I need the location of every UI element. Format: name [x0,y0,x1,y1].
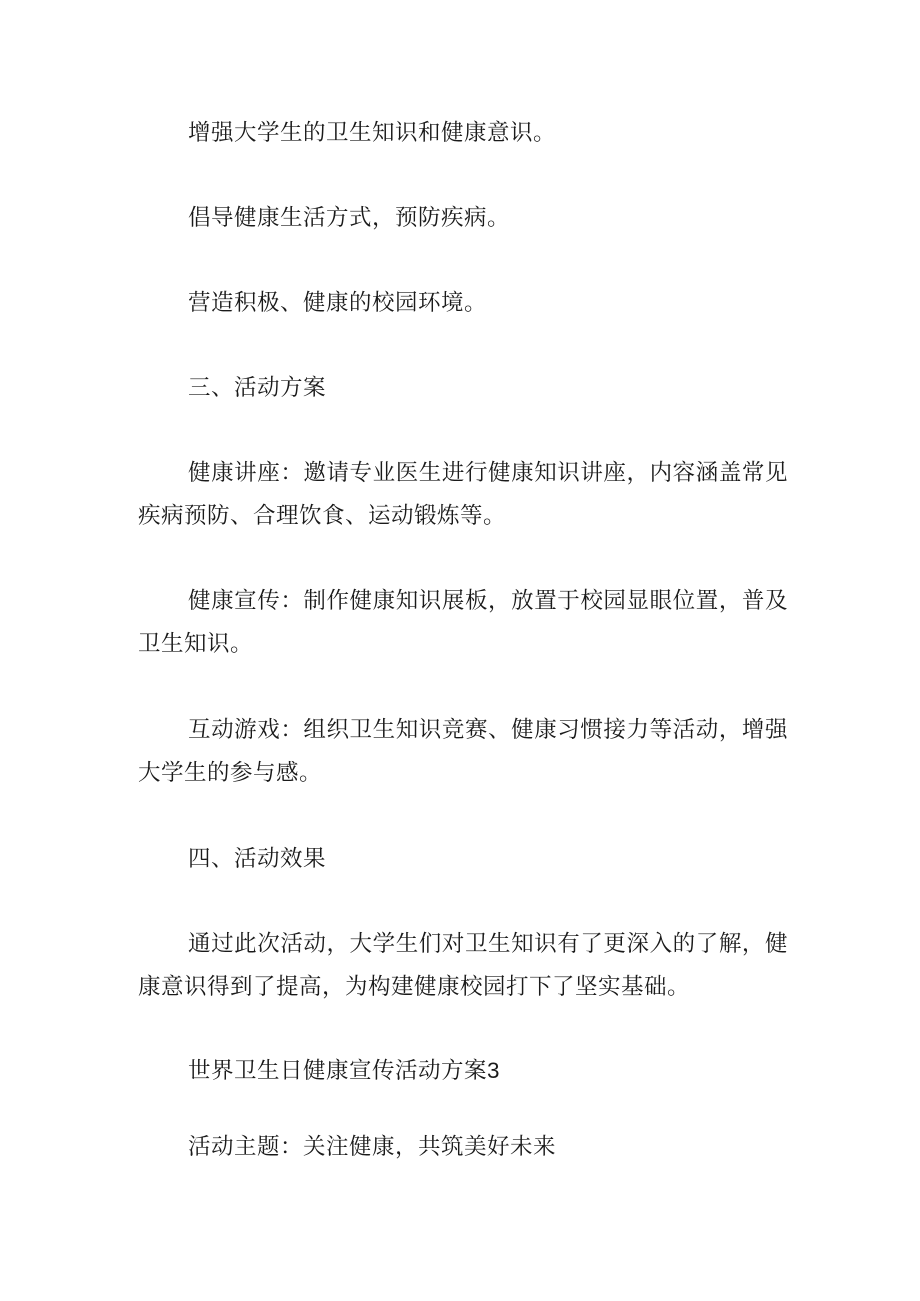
section-heading-plan: 三、活动方案 [188,375,327,401]
paragraph-goal-1: 增强大学生的卫生知识和健康意识。 [188,120,557,146]
section-title-plan-3 [188,1049,500,1093]
paragraph-publicity: 健康宣传：制作健康知识展板，放置于校园显眼位置，普及卫生知识。 [138,588,788,657]
paragraph-goal-3: 营造积极、健康的校园环境。 [188,290,488,316]
paragraph-goal-2: 倡导健康生活方式，预防疾病。 [188,205,511,231]
paragraph-games: 互动游戏：组织卫生知识竞赛、健康习惯接力等活动，增强大学生的参与感。 [138,717,788,786]
section-title-text: 世界卫生日健康宣传活动方案 [188,1058,488,1084]
paragraph-lecture: 健康讲座：邀请专业医生进行健康知识讲座，内容涵盖常见疾病预防、合理饮食、运动锻炼等。 [138,460,788,529]
section-number: 3 [487,1058,501,1083]
section-heading-effect: 四、活动效果 [188,846,327,872]
paragraph-theme: 活动主题：关注健康，共筑美好未来 [188,1134,557,1160]
paragraph-result: 通过此次活动，大学生们对卫生知识有了更深入的了解，健康意识得到了提高，为构建健康校园打下了坚实基础。 [138,931,788,1000]
